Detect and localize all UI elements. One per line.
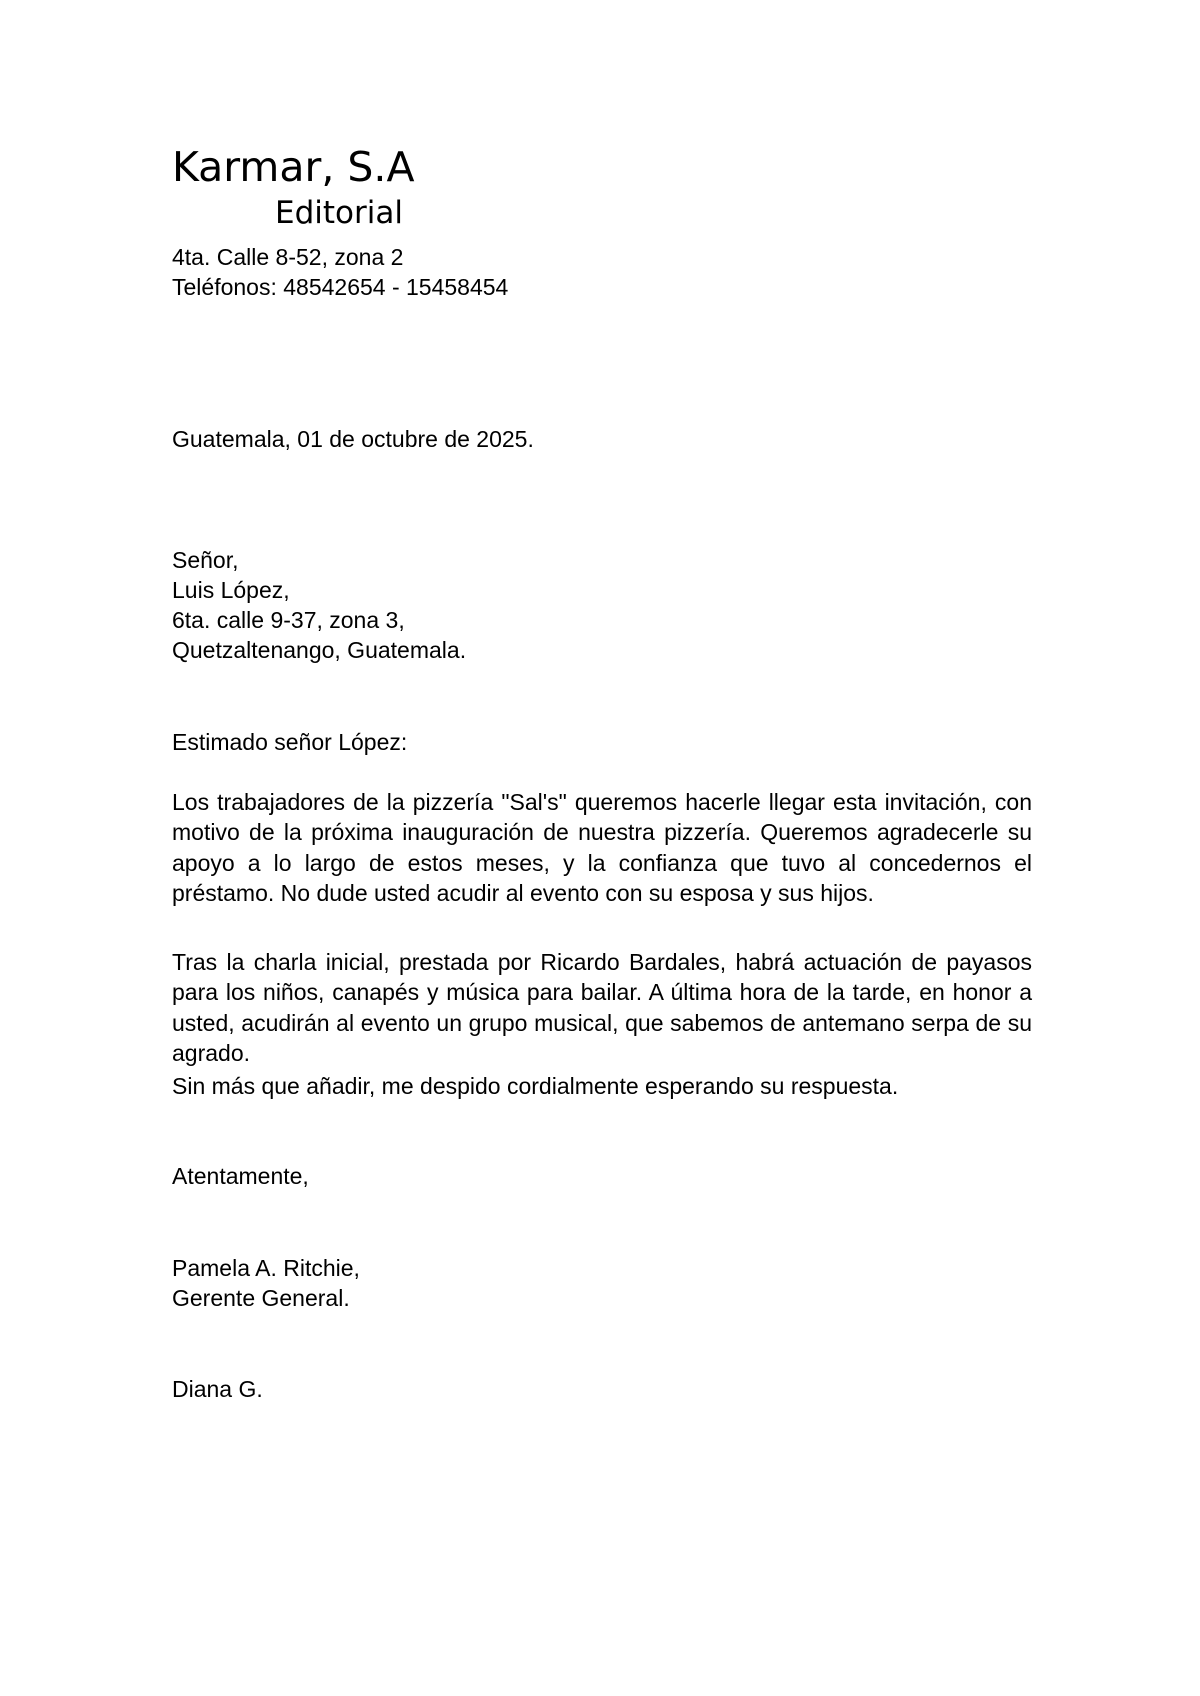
company-phones: Teléfonos: 48542654 - 15458454 xyxy=(172,274,509,300)
company-address: 4ta. Calle 8-52, zona 2 xyxy=(172,244,404,270)
recipient-city: Quetzaltenango, Guatemala. xyxy=(172,637,467,663)
date-line: Guatemala, 01 de octubre de 2025. xyxy=(172,426,534,452)
recipient-name: Luis López, xyxy=(172,577,290,603)
signature-name: Pamela A. Ritchie, xyxy=(172,1255,360,1281)
body-paragraph-2: Tras la charla inicial, prestada por Ricardo Bardales, habrá actuación de payasos para los niños, canapés y música para bailar. A última hora de la tarde, en honor a usted, acudirán al evento un grupo musical, que sabemos de antemano serpa de su agrado. xyxy=(172,949,1032,1066)
salutation: Estimado señor López: xyxy=(172,729,408,755)
closing: Atentamente, xyxy=(172,1163,309,1189)
company-subtitle: Editorial xyxy=(275,195,403,231)
signature-position: Gerente General. xyxy=(172,1285,350,1311)
company-name: Karmar, S.A xyxy=(172,143,415,191)
body-paragraph-3: Sin más que añadir, me despido cordialmente esperando su respuesta. xyxy=(172,1073,899,1099)
recipient-street: 6ta. calle 9-37, zona 3, xyxy=(172,607,405,633)
body-paragraph-1: Los trabajadores de la pizzería "Sal's" queremos hacerle llegar esta invitación, con motivo de la próxima inauguración de nuestra pizzería. Queremos agradecerle su apoyo a lo largo de estos meses, y la confianza que tuvo al concedernos el préstamo. No dude usted acudir al evento con su esposa y sus hijos. xyxy=(172,789,1032,906)
author-note: Diana G. xyxy=(172,1376,263,1402)
recipient-title: Señor, xyxy=(172,547,239,573)
